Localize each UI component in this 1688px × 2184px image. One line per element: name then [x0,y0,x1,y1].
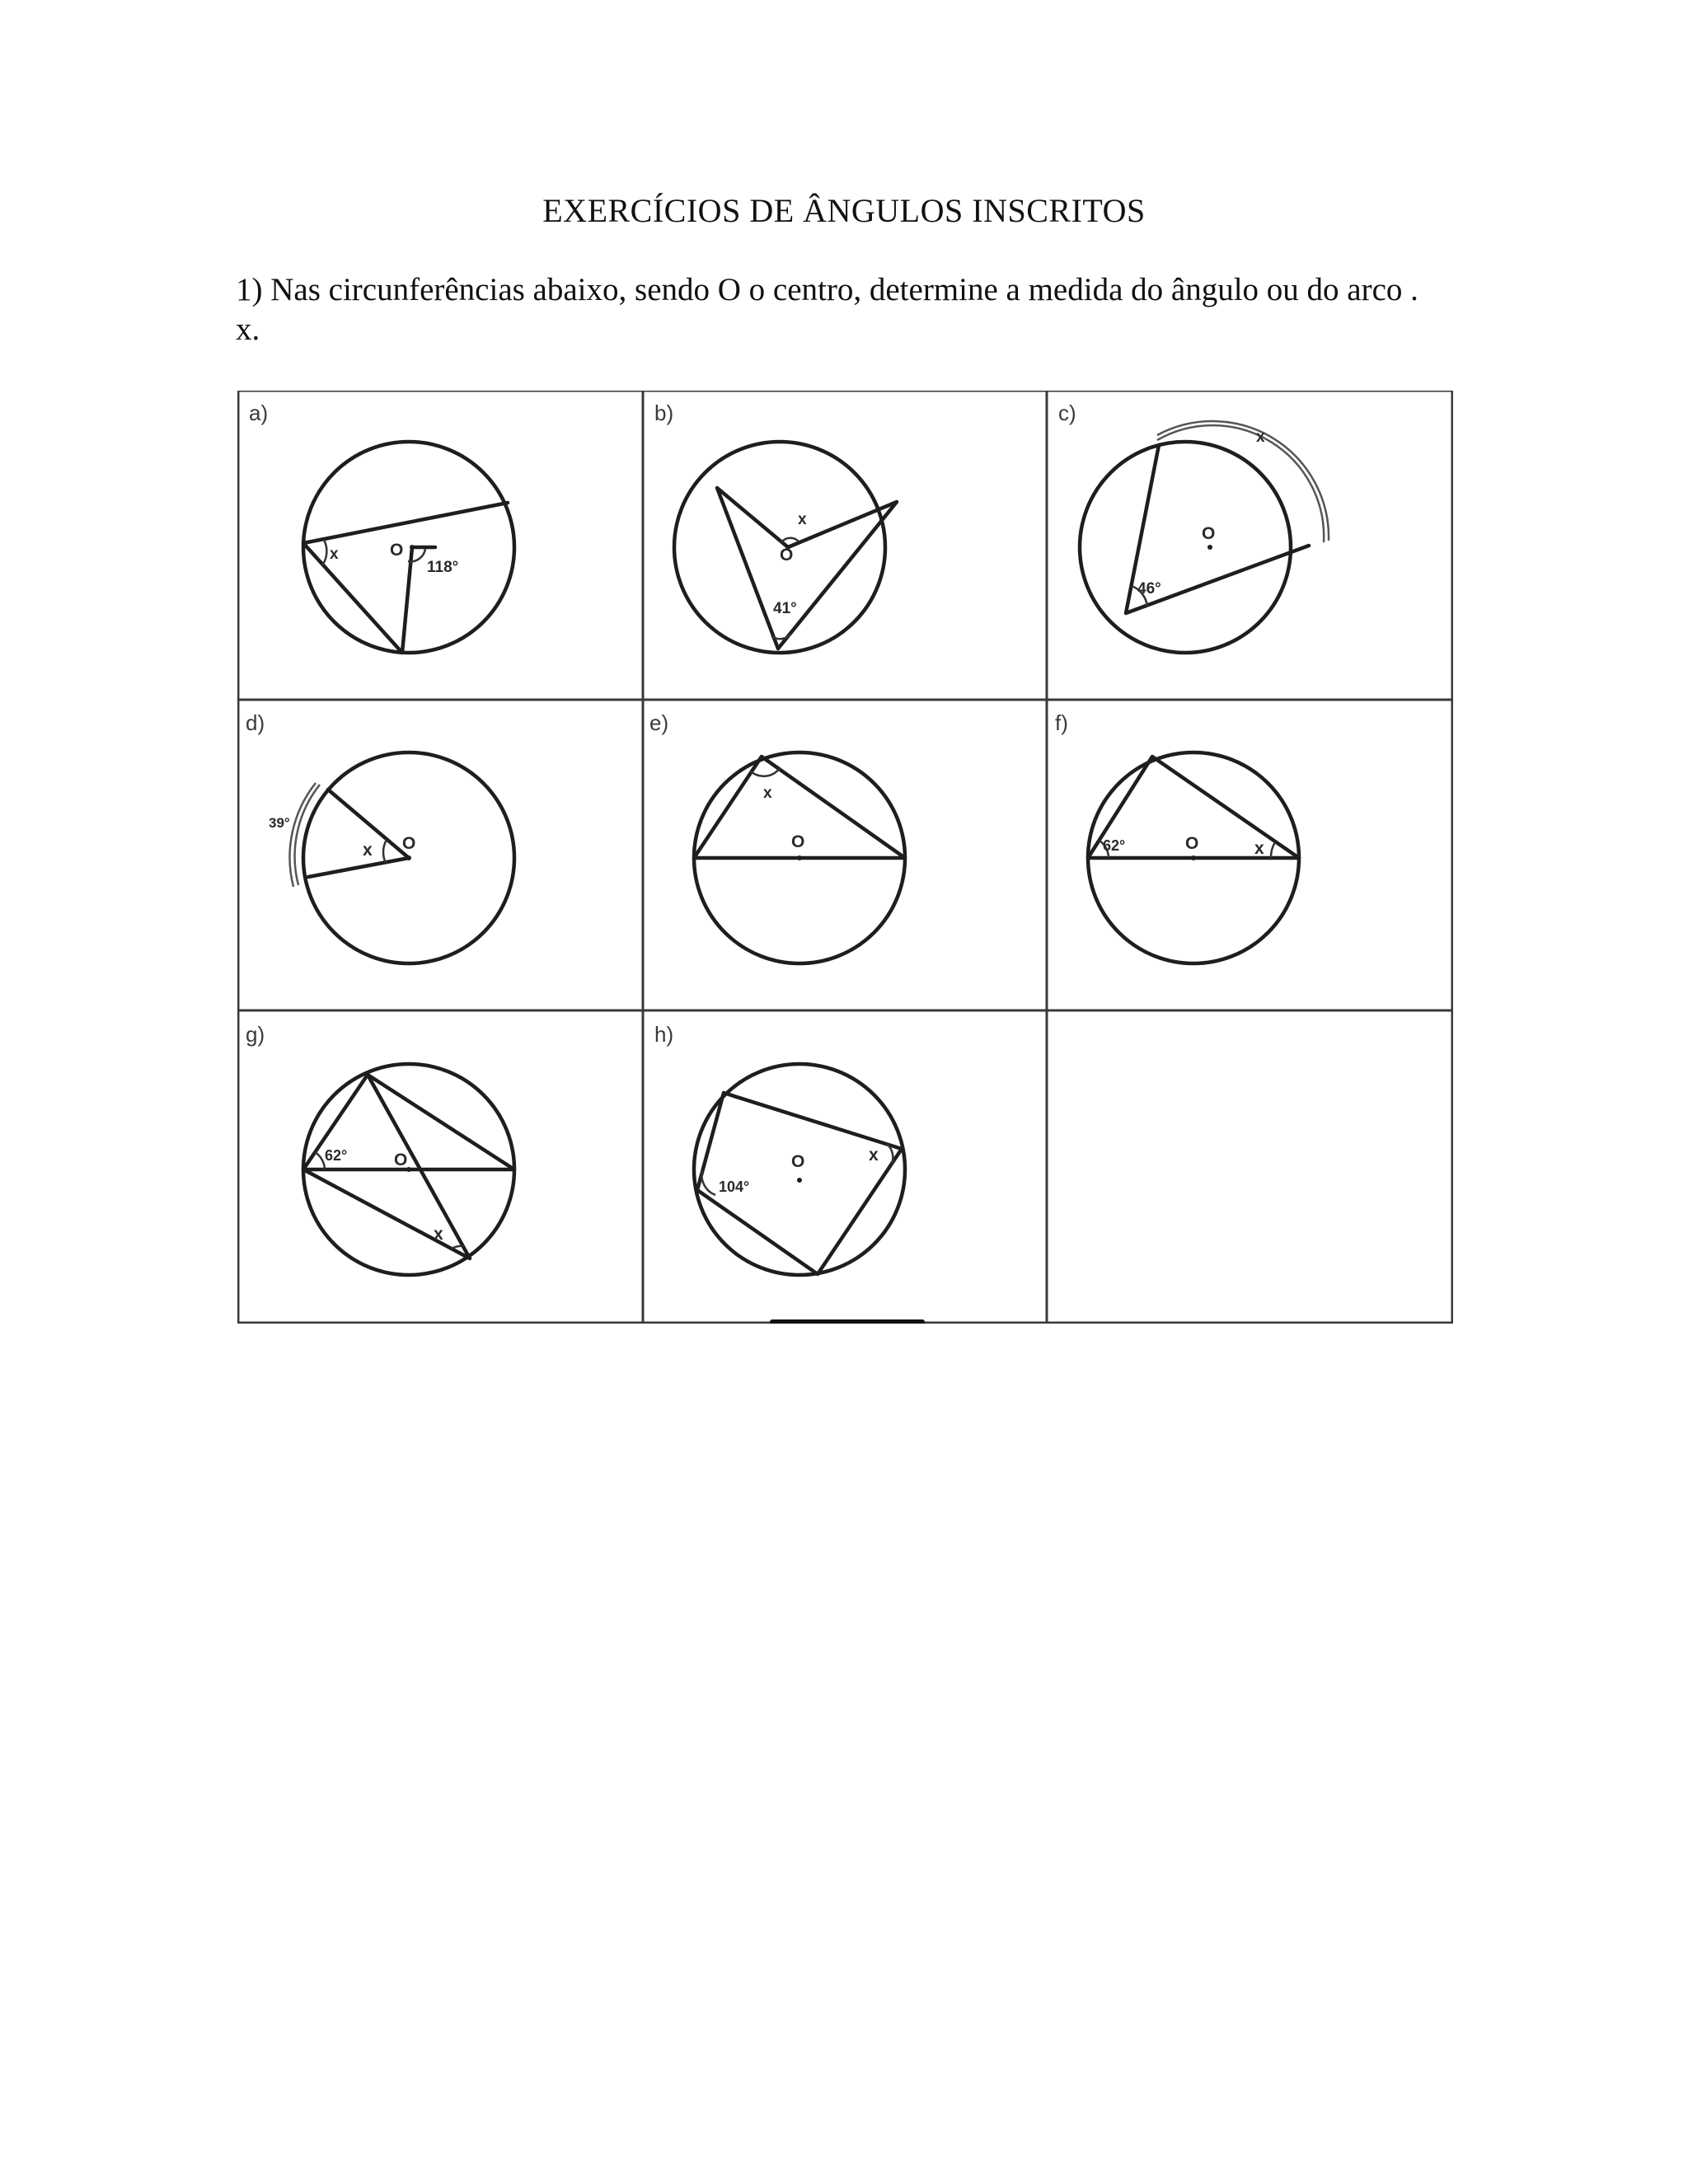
figure-h [654,1022,905,1275]
panel-label-g: g) [246,1022,265,1047]
unknown-label-g: x [434,1225,443,1244]
panel-label-h: h) [654,1022,674,1047]
unknown-label-e: x [763,785,772,802]
center-label-d: O [402,834,416,853]
center-point-a [410,545,415,550]
figure-g [246,1022,514,1275]
angle-label-h: 104° [719,1179,750,1195]
unknown-label-a: x [330,546,339,563]
figure-f [1055,710,1299,963]
center-point-h [797,1178,802,1183]
figure-e [649,710,905,963]
center-point-e [797,855,802,860]
angle-label-d: 39° [269,815,290,831]
panel-label-c: c) [1058,401,1076,425]
center-label-b: O [780,546,794,565]
panel-label-b: b) [654,401,674,425]
panel-label-a: a) [249,401,269,425]
center-label-c: O [1202,524,1216,543]
center-label-h: O [791,1152,805,1171]
question-line-1: 1) Nas circunferências abaixo, sendo O o centro, determine a medida do ângulo ou do arco . [236,272,1418,307]
figure-d [246,710,514,963]
panel-label-f: f) [1055,710,1068,735]
figure-a [249,401,514,653]
center-point-c [1207,545,1212,550]
center-label-f: O [1185,834,1199,853]
figure-a-lines [303,503,508,653]
question-line-2: x. [236,312,260,347]
figures-grid [237,391,1453,1324]
question-text [236,270,1472,349]
page-title: EXERCÍCIOS DE ÂNGULOS INSCRITOS [542,192,1146,229]
center-label-e: O [791,832,805,851]
angle-label-c: 46° [1137,580,1161,598]
figure-c [1058,401,1329,653]
center-point-f [1191,855,1196,860]
angle-label-g: 62° [325,1147,348,1164]
unknown-label-f: x [1254,839,1264,858]
unknown-label-c: x [1256,429,1265,446]
panel-label-d: d) [246,710,265,735]
circle-c [1080,442,1291,653]
figure-b-lines [717,488,897,649]
unknown-label-h: x [869,1146,879,1165]
angle-label-a: 118° [427,559,459,576]
angle-label-f: 62° [1103,837,1126,854]
panel-label-e: e) [649,710,669,735]
figure-g-lines [303,1075,514,1258]
unknown-label-b: x [798,511,807,528]
angle-label-b: 41° [773,600,797,617]
figure-d-lines [308,790,409,877]
center-label-g: O [394,1151,408,1169]
figure-b [654,401,897,653]
unknown-label-d: x [363,841,373,860]
center-point-d [406,855,411,860]
center-label-a: O [390,541,404,560]
